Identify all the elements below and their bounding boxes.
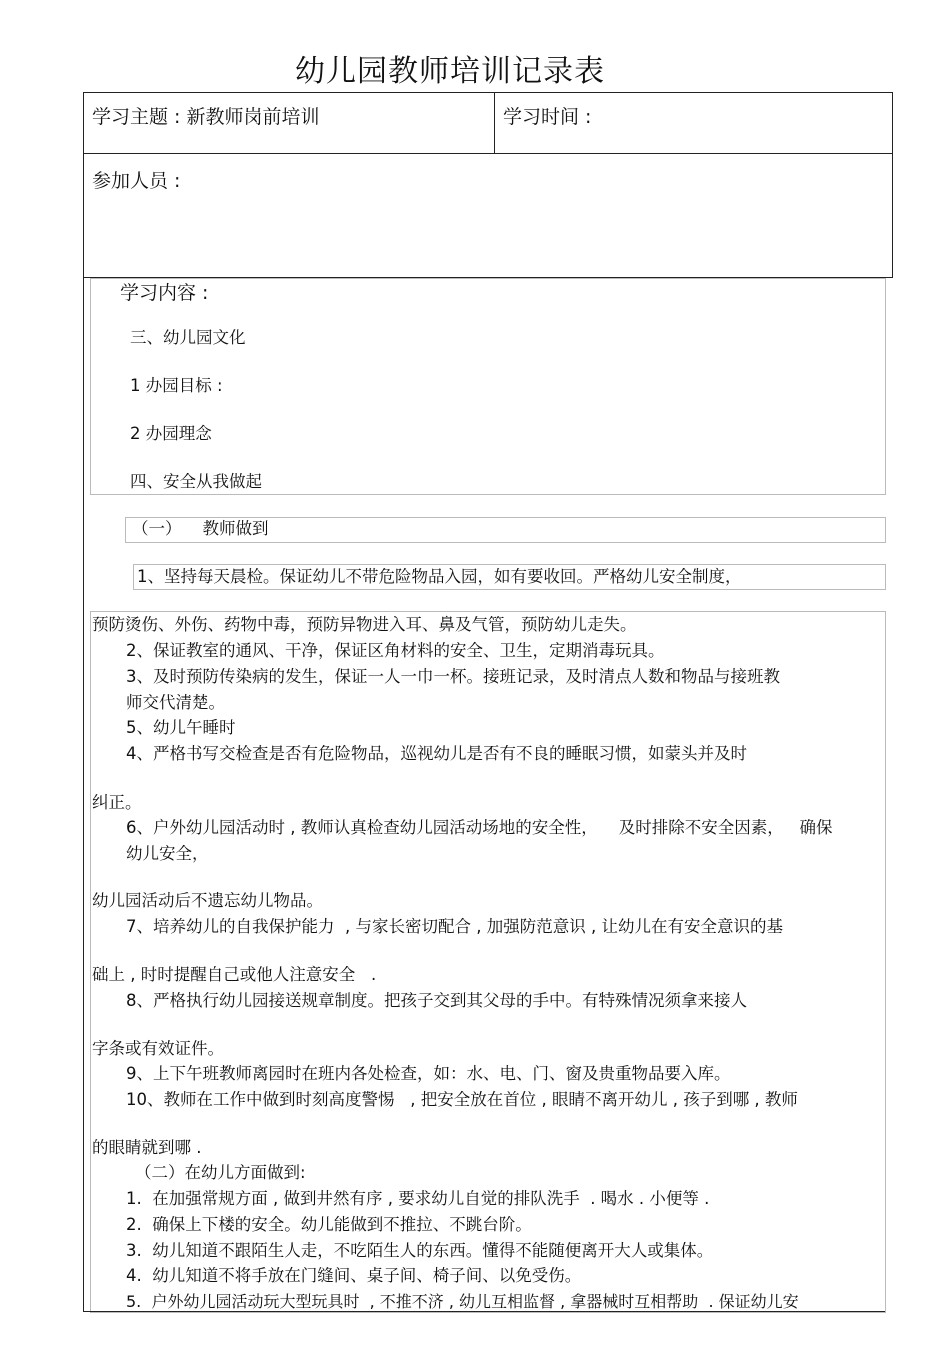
content-heading: 学习内容 : — [120, 282, 209, 304]
item-4-cont: 纠正。 — [92, 793, 142, 812]
sub-heading-teachers: （一） 教师做到 — [132, 519, 269, 538]
item-6-cont2: 幼儿园活动后不遗忘幼儿物品。 — [92, 891, 323, 910]
item-2: 2、保证教室的通风、干净，保证区角材料的安全、卫生，定期消毒玩具。 — [126, 641, 665, 660]
item-1-cont: 预防烫伤、外伤、药物中毒，预防异物进入耳、鼻及气管，预防幼儿走失。 — [92, 615, 637, 634]
time-cell: 学习时间 : — [503, 106, 592, 128]
sub-heading-children: （二）在幼儿方面做到: — [135, 1163, 306, 1182]
outer-left-border — [83, 276, 84, 1312]
topic-cell: 学习主题 : 新教师岗前培训 — [92, 106, 320, 128]
page-title: 幼儿园教师培训记录表 — [295, 54, 605, 89]
child-item-5: 5. 户外幼儿园活动玩大型玩具时 , 不推不济 , 幼儿互相监督 , 拿器械时互相帮助 . 保证幼儿安 — [126, 1292, 799, 1311]
section-3-2: 2 办园理念 — [130, 424, 212, 443]
item-8: 8、严格执行幼儿园接送规章制度。把孩子交到其父母的手中。有特殊情况须拿来接人 — [126, 991, 747, 1010]
item-8-cont: 字条或有效证件。 — [92, 1039, 224, 1058]
item-1: 1、坚持每天晨检。保证幼儿不带危险物品入园，如有要收回。严格幼儿安全制度， — [137, 567, 742, 586]
section-3-1: 1 办园目标 : — [130, 376, 223, 395]
item-6: 6、户外幼儿园活动时 , 教师认真检查幼儿园活动场地的安全性， 及时排除不安全因素， 确保 — [126, 818, 833, 837]
section-3: 三、幼儿园文化 — [130, 328, 246, 347]
child-item-1: 1. 在加强常规方面 , 做到井然有序 , 要求幼儿自觉的排队洗手 . 喝水 . 小便等 . — [126, 1189, 710, 1208]
item-3: 3、及时预防传染病的发生，保证一人一巾一杯。接班记录，及时清点人数和物品与接班教 — [126, 667, 780, 686]
item-7-cont: 础上 , 时时提醒自己或他人注意安全 . — [92, 965, 377, 984]
outer-bottom-border — [83, 1311, 885, 1312]
item-10: 10、教师在工作中做到时刻高度警惕 , 把安全放在首位 , 眼睛不离开幼儿 , 孩子到哪 , 教师 — [126, 1090, 798, 1109]
child-item-3: 3. 幼儿知道不跟陌生人走，不吃陌生人的东西。懂得不能随便离开大人或集体。 — [126, 1241, 714, 1260]
child-item-4: 4. 幼儿知道不将手放在门缝间、桌子间、椅子间、以免受伤。 — [126, 1266, 582, 1285]
item-7: 7、培养幼儿的自我保护能力 , 与家长密切配合 , 加强防范意识 , 让幼儿在有安全意识的基 — [126, 917, 783, 936]
item-3-cont: 师交代清楚。 — [126, 693, 225, 712]
participants-cell: 参加人员 : — [92, 170, 181, 192]
header-divider — [494, 92, 495, 153]
item-9: 9、上下午班教师离园时在班内各处检查，如：水、电、门、窗及贵重物品要入库。 — [126, 1064, 731, 1083]
item-5a: 5、幼儿午睡时 — [126, 718, 236, 737]
section-4: 四、安全从我做起 — [130, 472, 262, 491]
child-item-2: 2. 确保上下楼的安全。幼儿能做到不推拉、不跳台阶。 — [126, 1215, 532, 1234]
item-10-cont: 的眼睛就到哪 . — [92, 1138, 202, 1157]
item-4: 4、严格书写交检查是否有危险物品，巡视幼儿是否有不良的睡眠习惯，如蒙头并及时 — [126, 744, 747, 763]
item-6-cont: 幼儿安全， — [126, 844, 209, 863]
header-row-line — [83, 153, 892, 154]
